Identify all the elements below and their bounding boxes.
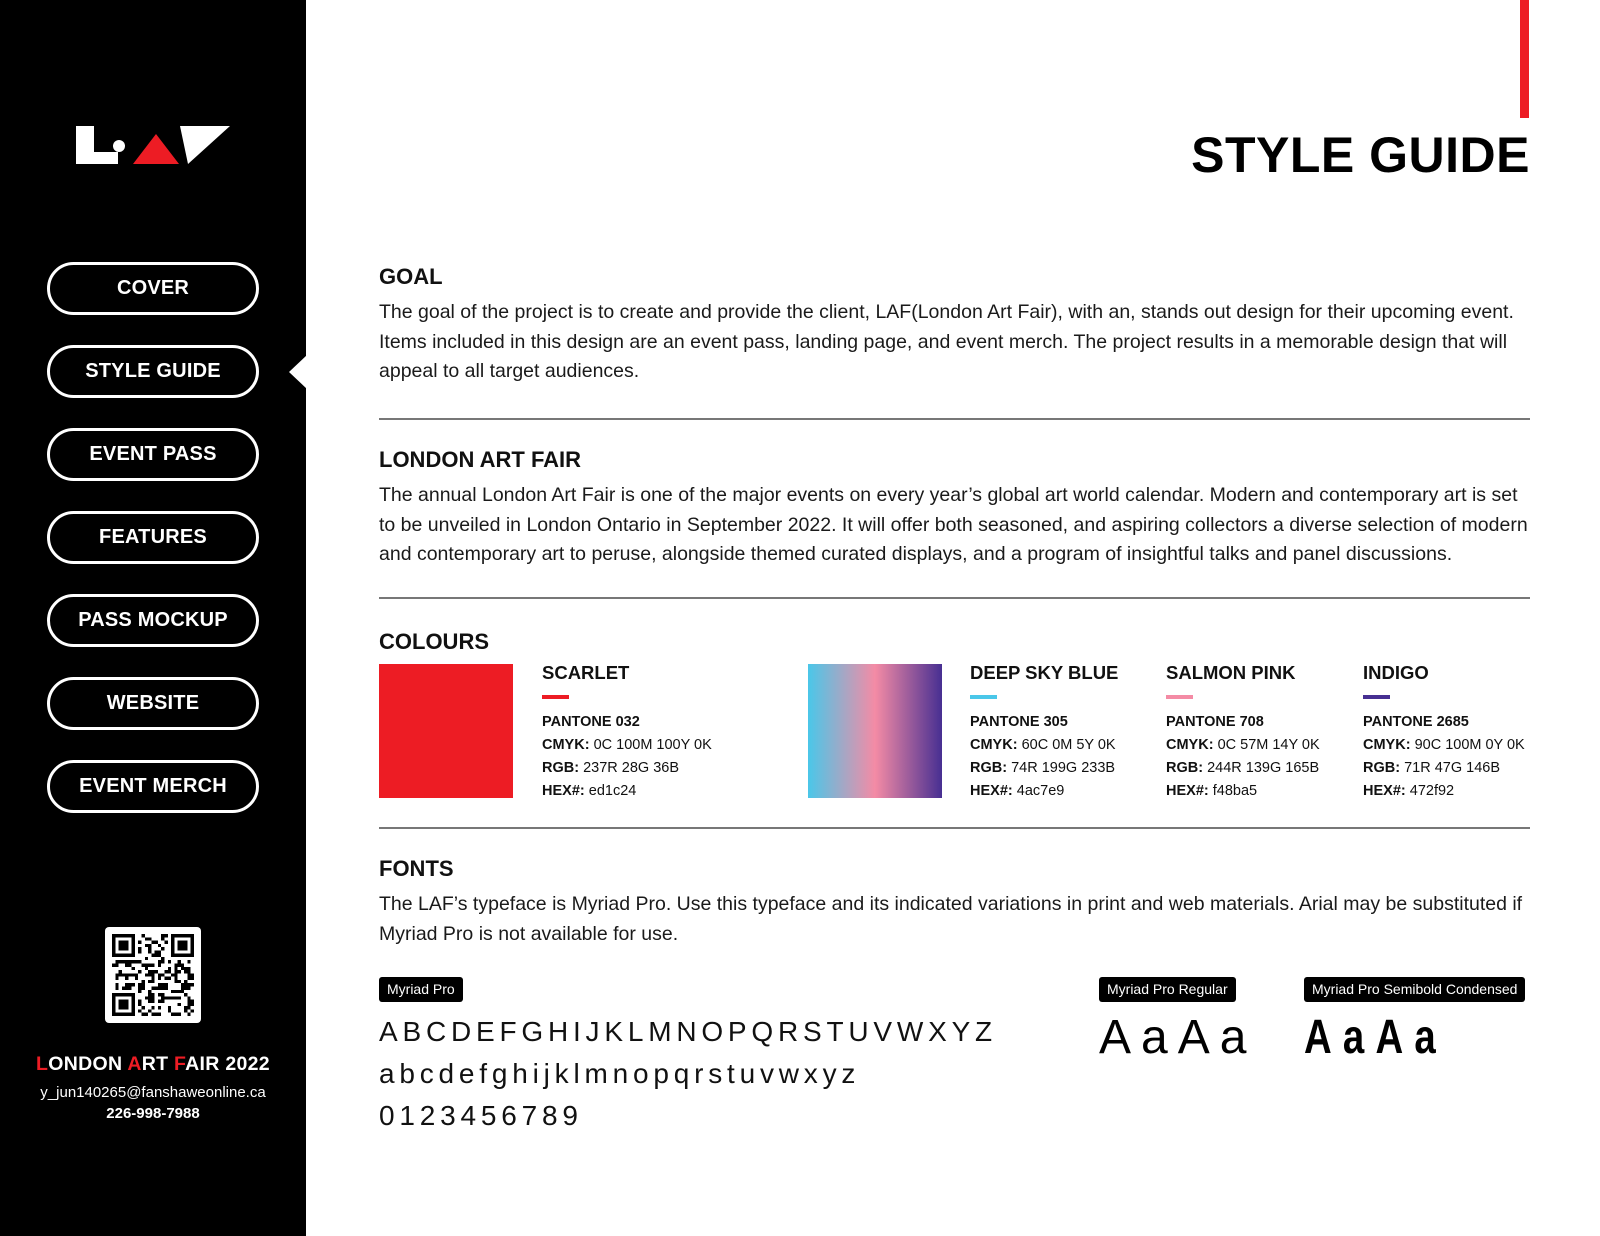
accent-bar [1520,0,1529,118]
nav-features[interactable]: FEATURES [47,511,259,564]
gradient-swatch [808,664,942,798]
colour-line [1166,695,1193,699]
fonts-heading: FONTS [379,856,454,881]
fonts-text: The LAF’s typeface is Myriad Pro. Use this typeface and its indicated variations in print and web materials. Arial may be substituted if Myriad Pro is not available for use. [379,893,1523,945]
colour-spec: PANTONE 708 CMYK: 0C 57M 14Y 0K RGB: 244R 139G 165B HEX#: f48ba5 [1166,714,1320,799]
sidebar-nav [47,262,259,843]
colour-name: INDIGO [1363,662,1429,683]
digits: 0123456789 [379,1100,583,1131]
laf-logo [76,126,230,170]
colour-indigo [1363,662,1525,803]
page-title: STYLE GUIDE [1191,127,1530,183]
qr-code[interactable] [105,927,201,1023]
goal-heading: GOAL [379,264,443,289]
font-tag-semibold-condensed: Myriad Pro Semibold Condensed [1304,977,1525,1002]
nav-style-guide[interactable]: STYLE GUIDE [47,345,259,398]
font-sample-semibold: AaAa [1304,1011,1447,1064]
event-brand: LONDON ART FAIR 2022 [36,1053,270,1075]
colour-name: SALMON PINK [1166,662,1296,683]
colour-name: DEEP SKY BLUE [970,662,1119,683]
nav-cover[interactable]: COVER [47,262,259,315]
colour-spec: PANTONE 032 CMYK: 0C 100M 100Y 0K RGB: 237R 28G 36B HEX#: ed1c24 [542,714,712,799]
divider [379,597,1530,599]
colour-salmon-pink [1166,662,1320,803]
font-sample-regular: AaAa [1099,1011,1257,1064]
colour-line [970,695,997,699]
goal-text: The goal of the project is to create and provide the client, LAF(London Art Fair), with an, stands out design for their upcoming event. Items included in this design are an event pass, landing page, and event merch. The project results in a memorable design that will appeal to all target audiences. [379,301,1514,382]
divider [379,827,1530,829]
nav-event-pass[interactable]: EVENT PASS [47,428,259,481]
active-nav-indicator [289,355,307,389]
colour-scarlet [542,662,712,803]
scarlet-swatch [379,664,513,798]
contact-info [0,1053,306,1122]
nav-event-merch[interactable]: EVENT MERCH [47,760,259,813]
about-text: The annual London Art Fair is one of the major events on every year’s global art world calendar. Modern and contemporary art is set to be unveiled in London Ontario in September 2022. It will offer both seasoned, and aspiring collectors a diverse selection of modern and contemporary art to peruse, alongside themed curated displays, and a program of insightful talks and panel discussions. [379,484,1528,565]
alphabet-uppercase: ABCDEFGHIJKLMNOPQRSTUVWXYZ [379,1016,997,1047]
colour-deep-sky-blue [970,662,1118,803]
contact-email[interactable]: y_jun140265@fanshaweonline.ca [40,1084,266,1101]
nav-pass-mockup[interactable]: PASS MOCKUP [47,594,259,647]
colour-spec: PANTONE 305 CMYK: 60C 0M 5Y 0K RGB: 74R 199G 233B HEX#: 4ac7e9 [970,714,1116,799]
colour-spec: PANTONE 2685 CMYK: 90C 100M 0Y 0K RGB: 71R 47G 146B HEX#: 472f92 [1363,714,1525,799]
nav-website[interactable]: WEBSITE [47,677,259,730]
font-tag-regular: Myriad Pro Regular [1099,977,1236,1002]
sidebar [0,0,306,1236]
colour-name: SCARLET [542,662,630,683]
colour-line [1363,695,1390,699]
colour-line [542,695,569,699]
font-tag-myriad-pro: Myriad Pro [379,977,463,1002]
alphabet-lowercase: abcdefghijklmnopqrstuvwxyz [379,1058,861,1089]
divider [379,418,1530,420]
colours-heading: COLOURS [379,629,489,654]
about-heading: LONDON ART FAIR [379,447,582,472]
contact-phone: 226-998-7988 [106,1105,200,1122]
